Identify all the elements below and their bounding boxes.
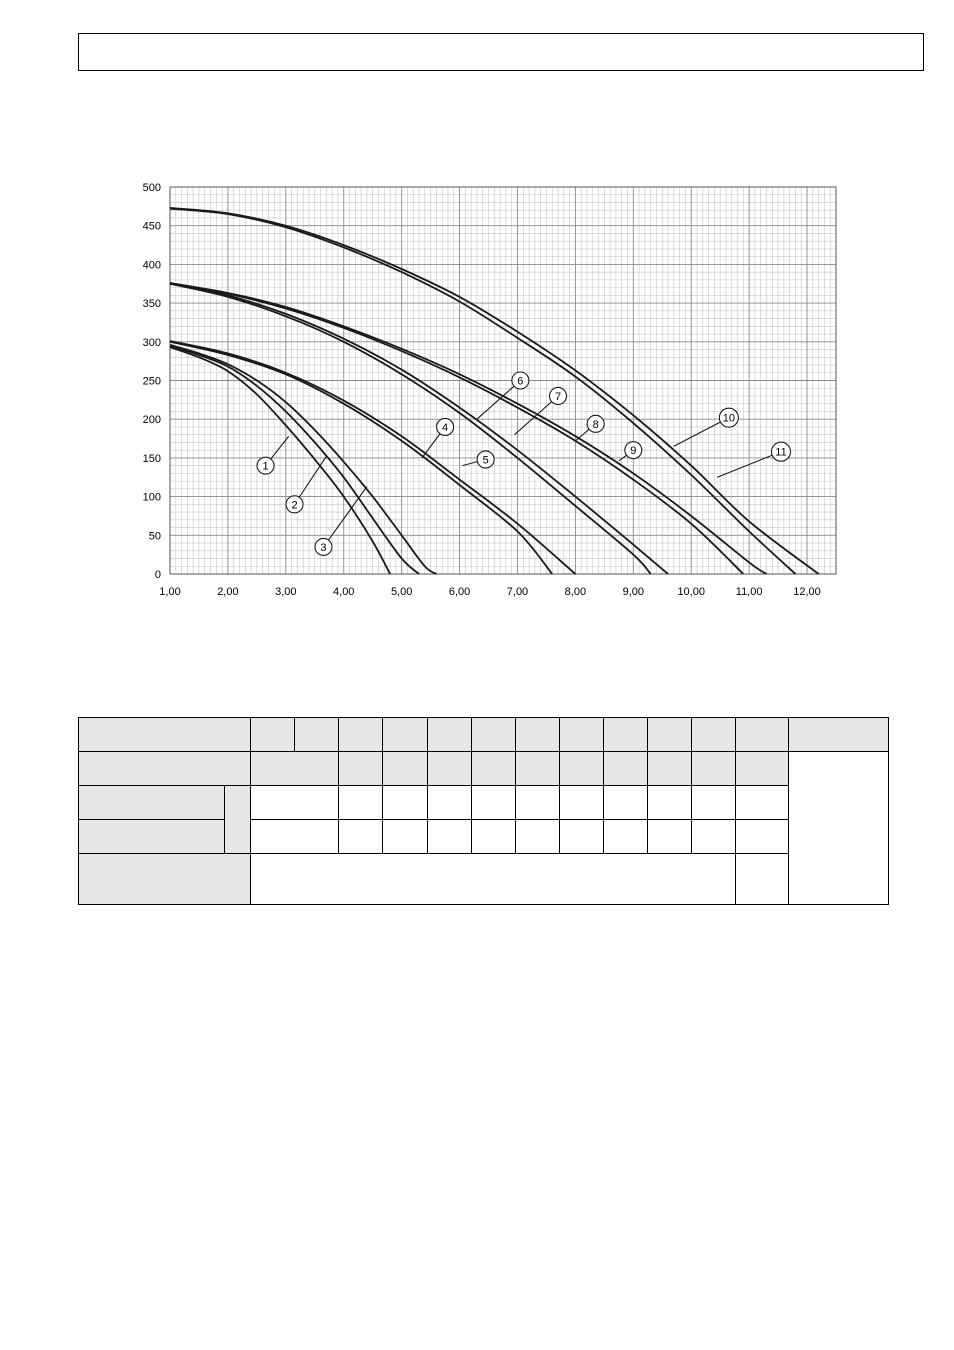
table-cell bbox=[251, 718, 295, 752]
table-cell bbox=[251, 854, 736, 905]
table-cell bbox=[604, 820, 648, 854]
table-row bbox=[79, 786, 889, 820]
table-cell bbox=[339, 820, 383, 854]
x-tick-labels bbox=[159, 586, 821, 598]
x-tick-label: 2,00 bbox=[217, 586, 239, 598]
series-line-6 bbox=[170, 284, 651, 574]
series-label: 4 bbox=[442, 421, 449, 434]
table-cell bbox=[604, 786, 648, 820]
y-tick-label: 350 bbox=[142, 298, 161, 311]
table-cell bbox=[692, 752, 736, 786]
table-cell bbox=[79, 786, 225, 820]
table-cell bbox=[648, 718, 692, 752]
x-tick-label: 3,00 bbox=[275, 586, 297, 598]
series-label: 3 bbox=[320, 541, 327, 554]
series-label: 8 bbox=[592, 418, 599, 431]
table-cell bbox=[560, 786, 604, 820]
y-tick-label: 300 bbox=[142, 336, 161, 349]
table-cell bbox=[648, 752, 692, 786]
y-tick-labels bbox=[143, 182, 161, 581]
table-cell bbox=[472, 718, 516, 752]
callout-leader bbox=[717, 455, 772, 477]
table-cell bbox=[79, 718, 251, 752]
table-row bbox=[79, 820, 889, 854]
spec-table bbox=[78, 717, 889, 905]
y-tick-label: 0 bbox=[154, 569, 161, 581]
table-cell bbox=[428, 718, 472, 752]
y-tick-label: 400 bbox=[142, 259, 161, 272]
table-cell bbox=[79, 820, 225, 854]
table-cell bbox=[79, 752, 251, 786]
series-line-8 bbox=[170, 284, 743, 574]
x-tick-label: 5,00 bbox=[390, 586, 413, 598]
table-cell bbox=[516, 786, 560, 820]
table-cell bbox=[251, 752, 339, 786]
series-label: 2 bbox=[291, 499, 298, 512]
table-cell bbox=[648, 820, 692, 854]
x-tick-label: 1,00 bbox=[159, 586, 181, 598]
y-tick-label: 250 bbox=[142, 375, 161, 388]
table-cell bbox=[516, 718, 560, 752]
table-cell bbox=[339, 752, 383, 786]
table-cell bbox=[516, 752, 560, 786]
y-tick-label: 150 bbox=[142, 452, 161, 465]
table-cell bbox=[383, 752, 428, 786]
x-tick-label: 8,00 bbox=[564, 586, 587, 598]
table-cell bbox=[604, 752, 648, 786]
table-cell bbox=[472, 786, 516, 820]
table-cell bbox=[692, 718, 736, 752]
table-cell bbox=[428, 786, 472, 820]
series-label: 9 bbox=[630, 445, 637, 458]
table-cell bbox=[79, 854, 251, 905]
table-cell bbox=[648, 786, 692, 820]
table-cell bbox=[736, 820, 789, 854]
table-cell bbox=[692, 786, 736, 820]
table-cell bbox=[428, 752, 472, 786]
table-cell bbox=[789, 718, 889, 752]
table-cell bbox=[383, 718, 428, 752]
table-cell bbox=[339, 786, 383, 820]
table-cell bbox=[383, 786, 428, 820]
series-line-2 bbox=[170, 346, 419, 574]
table-cell bbox=[339, 718, 383, 752]
table-cell bbox=[692, 820, 736, 854]
table-cell bbox=[516, 820, 560, 854]
x-tick-label: 10,00 bbox=[677, 586, 705, 598]
table-cell bbox=[736, 752, 789, 786]
table-cell bbox=[736, 786, 789, 820]
table-row bbox=[79, 854, 889, 905]
table-cell bbox=[472, 820, 516, 854]
table-cell bbox=[604, 718, 648, 752]
table-cell bbox=[789, 752, 889, 905]
table-cell bbox=[295, 718, 339, 752]
callout-leader bbox=[462, 462, 477, 466]
y-tick-label: 500 bbox=[142, 182, 161, 194]
series-label: 7 bbox=[554, 390, 562, 403]
x-tick-label: 9,00 bbox=[622, 586, 645, 598]
table-cell bbox=[383, 820, 428, 854]
series-label: 6 bbox=[517, 375, 524, 388]
table-cell bbox=[225, 786, 251, 854]
table-cell bbox=[472, 752, 516, 786]
x-tick-label: 11,00 bbox=[735, 586, 763, 598]
x-tick-label: 6,00 bbox=[448, 586, 471, 598]
table-cell bbox=[560, 718, 604, 752]
series-label: 5 bbox=[482, 454, 489, 467]
table-cell bbox=[560, 820, 604, 854]
x-tick-label: 7,00 bbox=[506, 586, 529, 598]
callout-leader bbox=[515, 402, 552, 435]
table-cell bbox=[251, 820, 339, 854]
table-row bbox=[79, 752, 889, 786]
grid-major bbox=[170, 187, 836, 574]
table-cell bbox=[251, 786, 339, 820]
y-tick-label: 450 bbox=[142, 220, 161, 233]
series-line-9 bbox=[170, 283, 767, 574]
series-label: 1 bbox=[262, 460, 269, 473]
table-cell bbox=[428, 820, 472, 854]
y-tick-label: 200 bbox=[142, 414, 161, 427]
series-label: 11 bbox=[775, 446, 787, 459]
y-tick-label: 50 bbox=[148, 530, 161, 543]
table-row bbox=[79, 718, 889, 752]
x-tick-label: 4,00 bbox=[333, 586, 355, 598]
series-label: 10 bbox=[722, 412, 735, 425]
table-cell bbox=[736, 854, 789, 905]
x-tick-label: 12,00 bbox=[793, 586, 821, 598]
y-tick-label: 100 bbox=[142, 491, 161, 504]
table-cell bbox=[736, 718, 789, 752]
table-cell bbox=[560, 752, 604, 786]
